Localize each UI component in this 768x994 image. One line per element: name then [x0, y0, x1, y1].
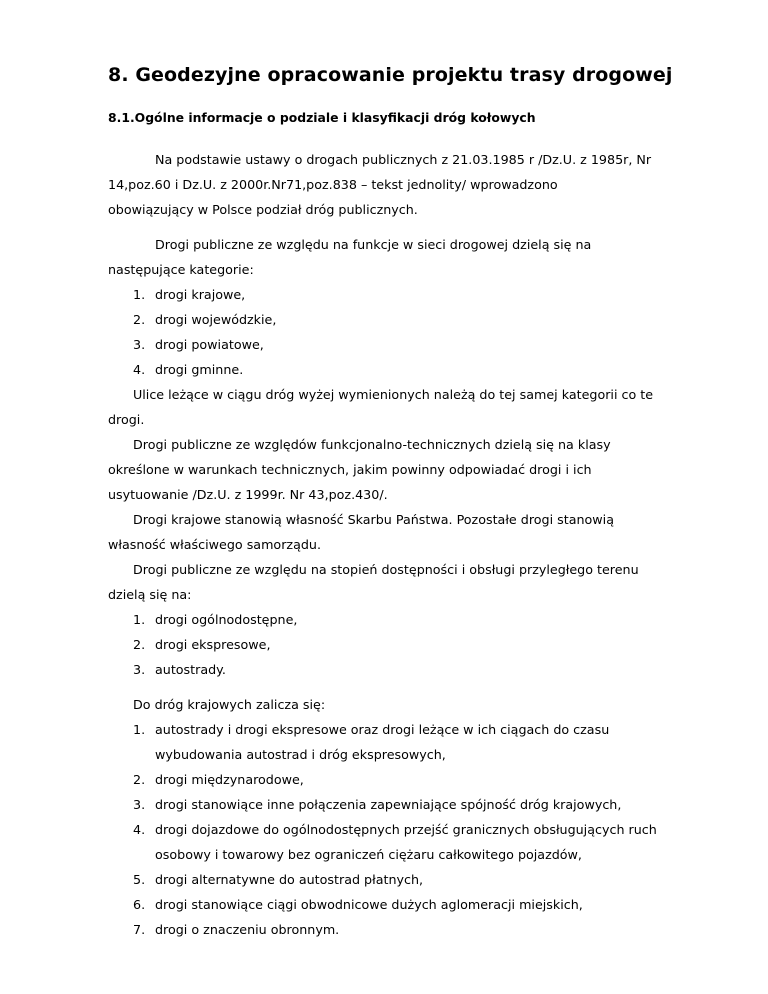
list-number: 2. — [133, 637, 146, 652]
list-number: 3. — [133, 797, 146, 812]
list-number: 7. — [133, 922, 146, 937]
page-title: 8. Geodezyjne opracowanie projektu trasy drogowej — [108, 64, 673, 86]
list-item: drogi o znaczeniu obronnym. — [155, 922, 340, 937]
list-item: drogi stanowiące inne połączenia zapewniające spójność dróg krajowych, — [155, 797, 622, 812]
ownership-line-1: Drogi krajowe stanowią własność Skarbu Państwa. Pozostałe drogi stanowią — [133, 512, 614, 527]
classes-line-1: Drogi publiczne ze względów funkcjonalno-technicznych dzielą się na klasy — [133, 437, 611, 452]
list-item-continuation: wybudowania autostrad i dróg ekspresowych, — [155, 747, 446, 762]
classes-line-2: określone w warunkach technicznych, jakim powinny odpowiadać drogi i ich — [108, 462, 592, 477]
list-item: drogi międzynarodowe, — [155, 772, 304, 787]
list-number: 4. — [133, 362, 146, 377]
ownership-line-2: własność właściwego samorządu. — [108, 537, 321, 552]
access-line-1: Drogi publiczne ze względu na stopień dostępności i obsługi przyległego terenu — [133, 562, 639, 577]
list-item: drogi dojazdowe do ogólnodostępnych przejść granicznych obsługujących ruch — [155, 822, 657, 837]
list-item: autostrady. — [155, 662, 226, 677]
intro-line-3: obowiązujący w Polsce podział dróg publicznych. — [108, 202, 418, 217]
access-line-2: dzielą się na: — [108, 587, 192, 602]
list-number: 1. — [133, 612, 146, 627]
list-number: 1. — [133, 287, 146, 302]
list-number: 1. — [133, 722, 146, 737]
list-item: drogi gminne. — [155, 362, 244, 377]
list-item: drogi powiatowe, — [155, 337, 264, 352]
list-number: 3. — [133, 662, 146, 677]
list-item: drogi ogólnodostępne, — [155, 612, 298, 627]
functions-line-2: następujące kategorie: — [108, 262, 254, 277]
list-item: drogi alternatywne do autostrad płatnych, — [155, 872, 424, 887]
streets-line-1: Ulice leżące w ciągu dróg wyżej wymienionych należą do tej samej kategorii co te — [133, 387, 654, 402]
list-item: drogi stanowiące ciągi obwodnicowe dużych aglomeracji miejskich, — [155, 897, 583, 912]
streets-line-2: drogi. — [108, 412, 145, 427]
functions-line-1: Drogi publiczne ze względu na funkcje w sieci drogowej dzielą się na — [155, 237, 592, 252]
list-item: autostrady i drogi ekspresowe oraz drogi leżące w ich ciągach do czasu — [155, 722, 610, 737]
list-item: drogi wojewódzkie, — [155, 312, 277, 327]
list-item-continuation: osobowy i towarowy bez ograniczeń ciężaru całkowitego pojazdów, — [155, 847, 582, 862]
list-number: 5. — [133, 872, 146, 887]
intro-line-1: Na podstawie ustawy o drogach publicznych z 21.03.1985 r /Dz.U. z 1985r, Nr — [155, 152, 652, 167]
list-number: 6. — [133, 897, 146, 912]
section-heading: 8.1.Ogólne informacje o podziale i klasyfikacji dróg kołowych — [108, 110, 536, 125]
list-number: 3. — [133, 337, 146, 352]
list-number: 2. — [133, 772, 146, 787]
intro-line-2: 14,poz.60 i Dz.U. z 2000r.Nr71,poz.838 – tekst jednolity/ wprowadzono — [108, 177, 558, 192]
list-number: 2. — [133, 312, 146, 327]
list-item: drogi krajowe, — [155, 287, 246, 302]
national-intro: Do dróg krajowych zalicza się: — [133, 697, 326, 712]
list-number: 4. — [133, 822, 146, 837]
list-item: drogi ekspresowe, — [155, 637, 271, 652]
classes-line-3: usytuowanie /Dz.U. z 1999r. Nr 43,poz.430/. — [108, 487, 388, 502]
